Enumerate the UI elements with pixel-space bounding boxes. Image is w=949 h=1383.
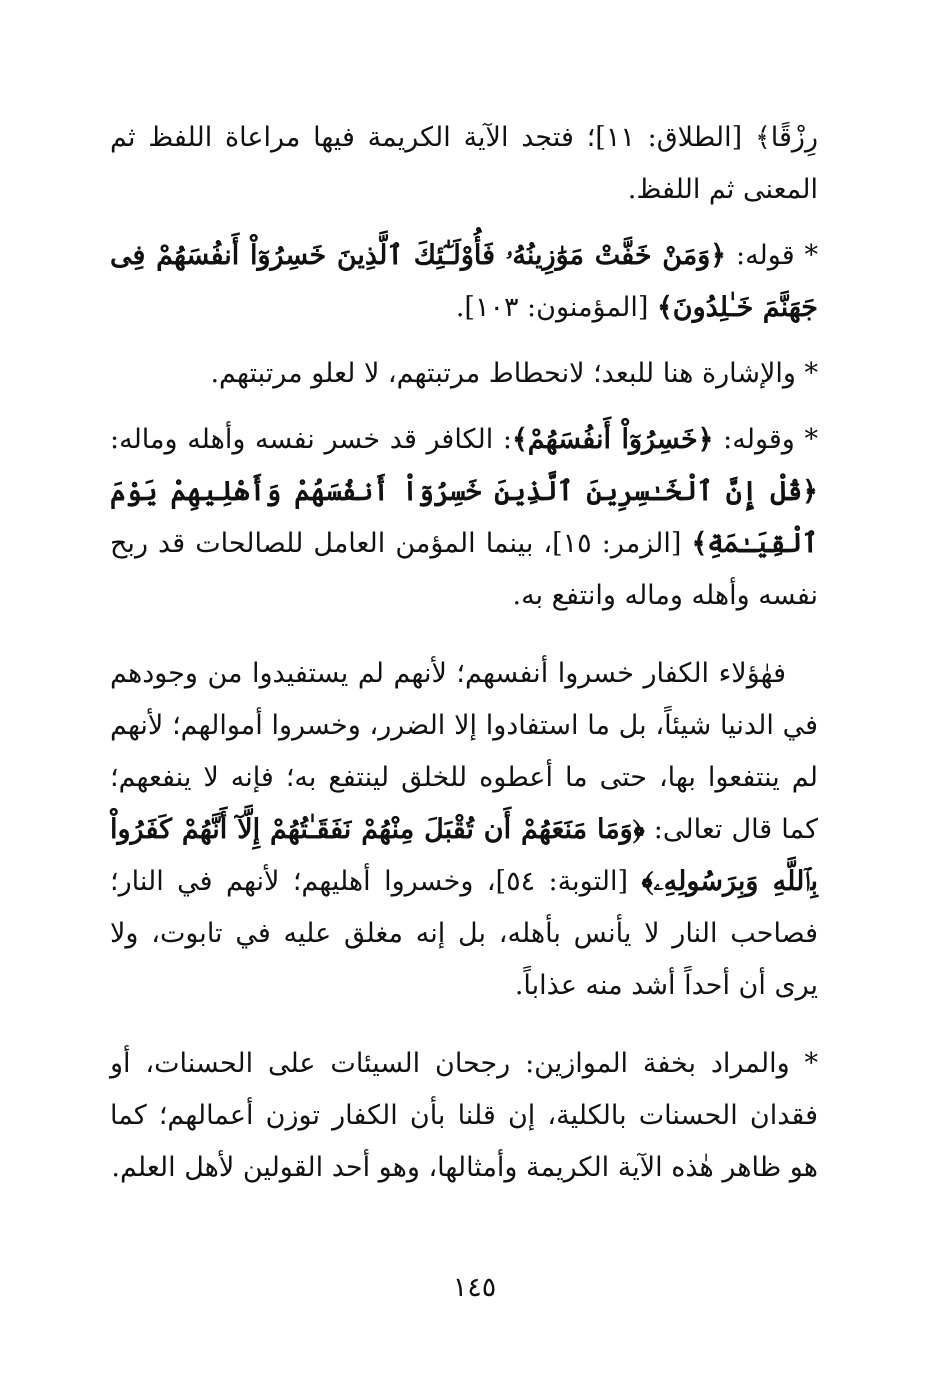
quran-verse: ﴿وَمَا مَنَعَهُمْ أَن تُقْبَلَ مِنْهُمْ نَفَقَـٰتُهُمْ إِلَّآ أَنَّهُمْ كَفَرُواْ بِٱللَّهِ وَبِرَسُولِهِۦ﴾ bbox=[110, 814, 819, 897]
paragraph-4-intro: * وقوله: bbox=[713, 424, 819, 455]
paragraph-6-text: * والمراد بخفة الموازين: رجحان السيئات على الحسنات، أو فقدان الحسنات بالكلية، إن قلنا بأن الكفار توزن أعمالهم؛ كما هو ظاهر هٰذه الآية الكريمة وأمثالها، وهو أحد القولين لأهل العلم. bbox=[110, 1048, 818, 1183]
paragraph-2-intro: * قوله: bbox=[726, 240, 818, 271]
paragraph-4-mid: : الكافر قد خسر نفسه وأهله وماله: bbox=[110, 424, 512, 455]
quran-verse: ﴿خَسِرُوٓاْ أَنفُسَهُمْ﴾ bbox=[511, 424, 714, 455]
page-text bbox=[110, 112, 818, 1208]
paragraph-4-after: [الزمر: ١٥]، بينما المؤمن العامل للصالحات قد ربح نفسه وأهله وماله وانتفع به. bbox=[110, 528, 818, 611]
paragraph-6 bbox=[110, 1038, 818, 1194]
paragraph-1 bbox=[110, 112, 818, 216]
paragraph-3-text: * والإشارة هنا للبعد؛ لانحطاط مرتبتهم، لا لعلو مرتبتهم. bbox=[210, 358, 818, 389]
paragraph-3 bbox=[110, 348, 818, 400]
paragraph-5-after: [التوبة: ٥٤]، وخسروا أهليهم؛ لأنهم في النار؛ فصاحب النار لا يأنس بأهله، بل إنه مغلق عليه في تابوت، ولا يرى أن أحداً أشد منه عذاباً. bbox=[110, 866, 818, 1001]
paragraph-5 bbox=[110, 648, 818, 1012]
paragraph-4 bbox=[110, 414, 818, 622]
quran-verse: ﴿وَمَنْ خَفَّتْ مَوَٰزِينُهُۥ فَأُوْلَـٰٓئِكَ ٱلَّذِينَ خَسِرُوٓاْ أَنفُسَهُمْ فِى جَهَنَّمَ خَـٰلِدُونَ﴾ bbox=[110, 240, 818, 323]
paragraph-1-text: رِزْقًا﴾ [الطلاق: ١١]؛ فتجد الآية الكريمة فيها مراعاة اللفظ ثم المعنى ثم اللفظ. bbox=[110, 122, 818, 205]
verse-reference: [المؤمنون: ١٠٣]. bbox=[455, 292, 657, 323]
page-number: ١٤٥ bbox=[452, 1272, 497, 1303]
paragraph-2 bbox=[110, 230, 818, 334]
paragraph-5-intro: فهٰؤلاء الكفار خسروا أنفسهم؛ لأنهم لم يستفيدوا من وجودهم في الدنيا شيئاً، بل ما استفادوا إلا الضرر، وخسروا أموالهم؛ لأنهم لم ينتفعوا بها، حتى ما أعطوه للخلق لينتفع به؛ فإنه لا ينفعهم؛ كما قال تعالى: bbox=[110, 658, 818, 845]
quran-verse-2: ﴿قُلْ إِنَّ ٱلْخَـٰسِرِينَ ٱلَّذِينَ خَسِرُوٓاْ أَنفُسَهُمْ وَأَهْلِيهِمْ يَوْمَ ٱلْقِيَـٰمَةِ﴾ bbox=[110, 476, 819, 559]
